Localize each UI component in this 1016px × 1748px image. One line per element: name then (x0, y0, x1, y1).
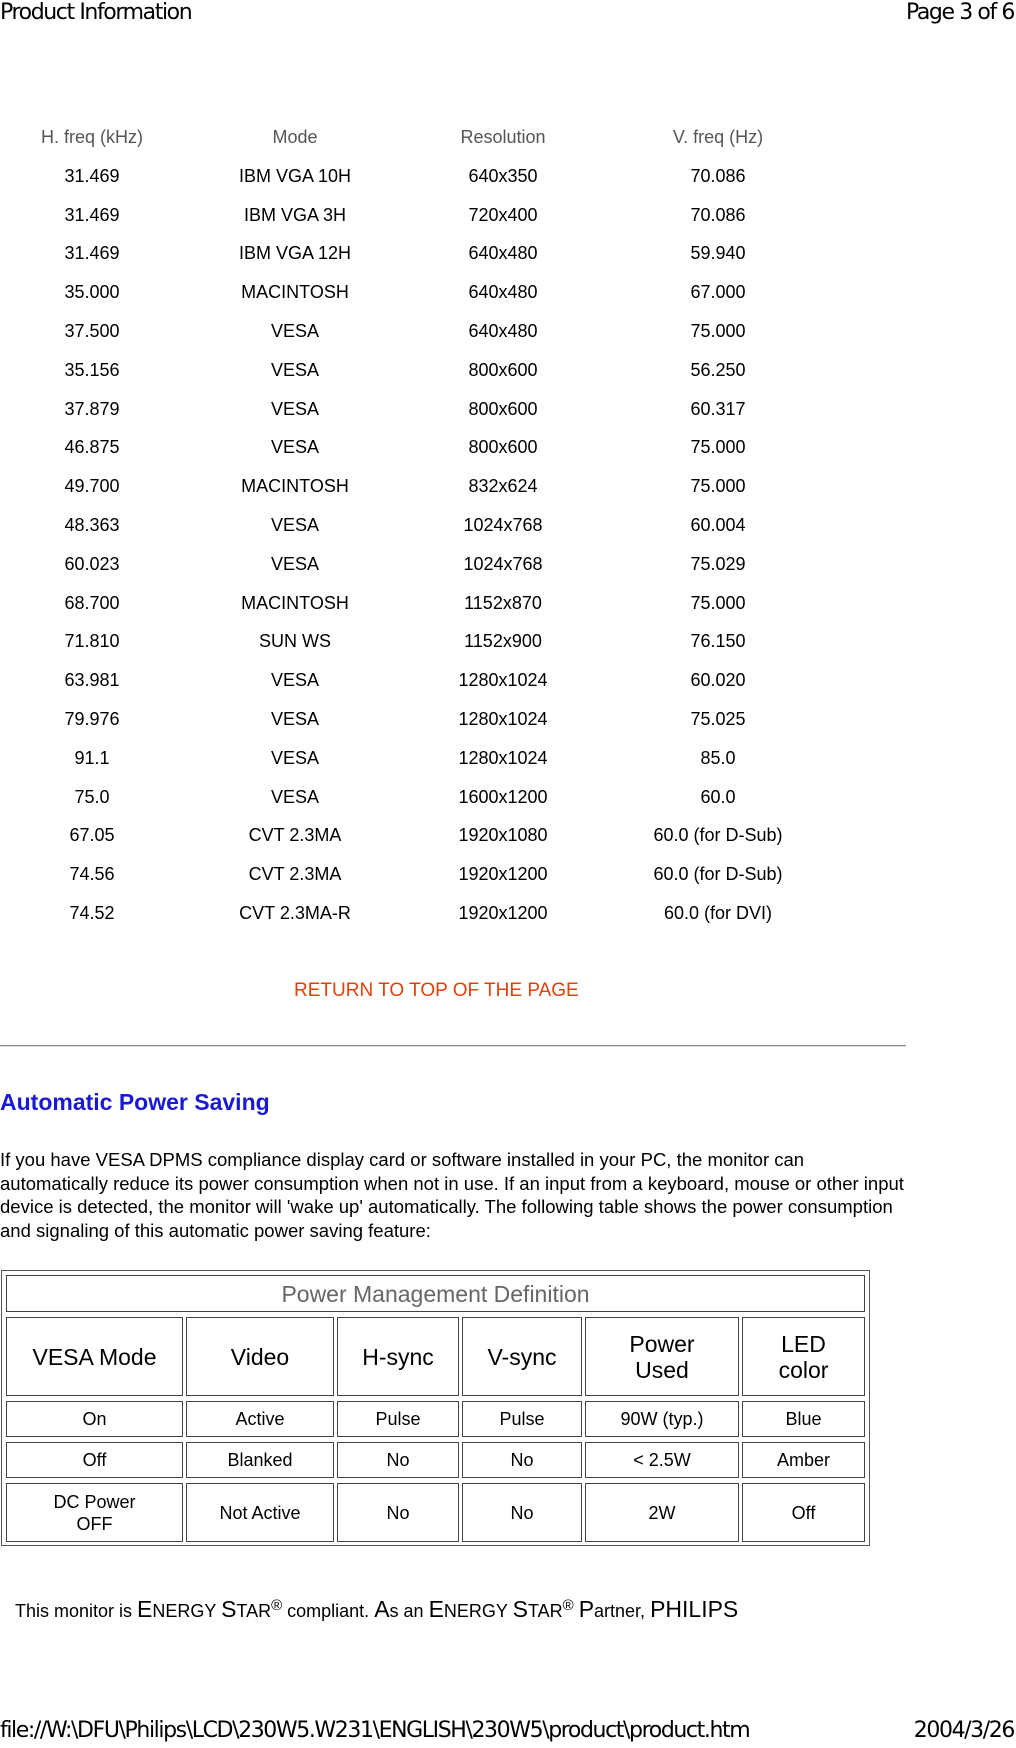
hfreq-cell: 46.875 (64, 437, 120, 458)
table-row (0, 748, 860, 787)
mode-cell: VESA (270, 670, 320, 691)
hfreq-cell: 31.469 (64, 204, 120, 225)
table-row (0, 864, 860, 903)
table-cell: < 2.5W (585, 1442, 739, 1478)
vfreq-cell: 60.0 (for D-Sub) (653, 864, 783, 885)
table-cell: Not Active (186, 1483, 334, 1542)
mode-cell: VESA (270, 437, 320, 458)
resolution-cell: 800x600 (468, 398, 538, 419)
mode-cell: CVT 2.3MA-R (239, 902, 351, 923)
section-title: Automatic Power Saving (0, 1089, 270, 1115)
hfreq-cell: 48.363 (64, 514, 120, 535)
col-header-video: Video (186, 1317, 334, 1396)
brand-name: PHILIPS (650, 1596, 739, 1622)
hfreq-cell: 49.700 (64, 476, 120, 497)
table-cell: 90W (typ.) (585, 1401, 739, 1437)
table-cell: No (462, 1442, 582, 1478)
table-row (0, 282, 860, 321)
mode-cell: MACINTOSH (241, 476, 349, 497)
table-cell: On (6, 1401, 183, 1437)
table-cell: Active (186, 1401, 334, 1437)
horizontal-divider (0, 1045, 906, 1047)
col-header-vesa-mode: VESA Mode (6, 1317, 183, 1396)
mode-cell: VESA (270, 747, 320, 768)
table-row (0, 437, 860, 476)
mode-cell: VESA (270, 398, 320, 419)
hfreq-cell: 35.156 (64, 359, 120, 380)
col-header-led-color: LED color (742, 1317, 865, 1396)
hfreq-cell: 91.1 (74, 747, 110, 768)
vfreq-cell: 75.025 (690, 708, 746, 729)
mode-cell: SUN WS (259, 631, 331, 652)
resolution-cell: 1280x1024 (458, 747, 548, 768)
hfreq-cell: 79.976 (64, 708, 120, 729)
energy-text-s-an: s an (389, 1601, 429, 1621)
hfreq-cell: 35.000 (64, 282, 120, 303)
resolution-cell: 1920x1200 (458, 864, 548, 885)
hfreq-cell: 75.0 (74, 786, 110, 807)
mode-cell: VESA (270, 786, 320, 807)
vfreq-cell: 60.020 (690, 670, 746, 691)
energy-star-statement (15, 1596, 738, 1623)
hfreq-cell: 74.56 (69, 864, 115, 885)
energy-text-e2: E (428, 1596, 444, 1622)
mode-cell: VESA (270, 553, 320, 574)
table-row (0, 399, 860, 438)
col-header-hfreq: H. freq (kHz) (40, 127, 144, 147)
resolution-cell: 1152x900 (464, 631, 542, 652)
table-row (0, 709, 860, 748)
resolution-cell: 720x400 (468, 204, 538, 225)
energy-text-2: compliant. (282, 1601, 375, 1621)
hfreq-cell: 74.52 (69, 902, 115, 923)
mode-cell: IBM VGA 12H (238, 243, 352, 264)
resolution-cell: 1920x1200 (458, 902, 548, 923)
mode-cell: MACINTOSH (241, 282, 349, 303)
energy-text-p: P (578, 1596, 595, 1622)
resolution-cell: 1024x768 (463, 514, 543, 535)
table-cell: No (337, 1483, 459, 1542)
vfreq-cell: 70.086 (690, 165, 746, 186)
resolution-cell: 1600x1200 (458, 786, 548, 807)
mode-cell: VESA (270, 320, 320, 341)
table-row (0, 476, 860, 515)
hfreq-cell: 68.700 (64, 592, 120, 613)
mode-cell: VESA (270, 359, 320, 380)
resolution-cell: 832x624 (468, 476, 538, 497)
energy-text-tar1: TAR (236, 1601, 272, 1621)
table-cell: Pulse (462, 1401, 582, 1437)
mode-cell: CVT 2.3MA (248, 864, 342, 885)
registered-mark: ® (271, 1597, 283, 1614)
registered-mark: ® (562, 1597, 574, 1614)
energy-text-s1: S (221, 1596, 237, 1622)
hfreq-cell: 63.981 (64, 670, 120, 691)
mode-cell: MACINTOSH (241, 592, 349, 613)
table-cell: Blanked (186, 1442, 334, 1478)
resolution-cell: 640x480 (468, 243, 538, 264)
table-cell: Amber (742, 1442, 865, 1478)
table-row (0, 554, 860, 593)
hfreq-cell: 71.810 (64, 631, 120, 652)
energy-text-1: This monitor is (15, 1601, 138, 1621)
vfreq-cell: 60.0 (for DVI) (663, 902, 773, 923)
table-caption: Power Management Definition (6, 1275, 865, 1312)
hfreq-cell: 67.05 (69, 825, 115, 846)
mode-cell: IBM VGA 10H (238, 165, 352, 186)
vfreq-cell: 85.0 (700, 747, 736, 768)
table-cell: Off (742, 1483, 865, 1542)
table-row (0, 515, 860, 554)
table-row (0, 360, 860, 399)
mode-cell: IBM VGA 3H (243, 204, 347, 225)
vfreq-cell: 60.0 (700, 786, 736, 807)
header-title: Product Information (0, 0, 192, 25)
table-cell: DC Power OFF (6, 1483, 183, 1542)
mode-cell: CVT 2.3MA (248, 825, 342, 846)
power-saving-description: If you have VESA DPMS compliance display card or software installed in your PC, the monitor can automatically reduce its power consumption when not in use. If an input from a keyboard, mouse or other input device is detected, the monitor will 'wake up' automatically. The following table shows the power consumption and signaling of this automatic power saving feature: (0, 1149, 904, 1241)
vfreq-cell: 56.250 (690, 359, 746, 380)
table-cell: No (337, 1442, 459, 1478)
col-header-vsync: V-sync (462, 1317, 582, 1396)
mode-cell: VESA (270, 514, 320, 535)
mode-cell: VESA (270, 708, 320, 729)
resolution-cell: 640x480 (468, 320, 538, 341)
footer-date: 2004/3/26 (913, 1718, 1014, 1743)
resolution-cell: 1280x1024 (458, 708, 548, 729)
table-cell: Blue (742, 1401, 865, 1437)
resolution-cell: 1920x1080 (458, 825, 548, 846)
resolution-cell: 1280x1024 (458, 670, 548, 691)
table-cell: Pulse (337, 1401, 459, 1437)
table-row (0, 903, 860, 942)
page-footer (0, 1718, 1016, 1746)
page-header (0, 0, 1016, 28)
vfreq-cell: 60.004 (690, 514, 746, 535)
resolution-cell: 1152x870 (464, 592, 542, 613)
vfreq-cell: 59.940 (690, 243, 746, 264)
vfreq-cell: 60.317 (690, 398, 746, 419)
hfreq-cell: 31.469 (64, 165, 120, 186)
resolution-cell: 800x600 (468, 359, 538, 380)
table-cell: 2W (585, 1483, 739, 1542)
timing-table (0, 127, 860, 942)
energy-text-as: A (374, 1596, 390, 1622)
vfreq-cell: 75.000 (690, 320, 746, 341)
table-row (0, 243, 860, 282)
timing-table-header (0, 127, 860, 166)
resolution-cell: 1024x768 (463, 553, 543, 574)
table-row (0, 670, 860, 709)
col-header-power-used: Power Used (585, 1317, 739, 1396)
return-to-top-link[interactable]: RETURN TO TOP OF THE PAGE (294, 980, 579, 1001)
vfreq-cell: 67.000 (690, 282, 746, 303)
col-header-resolution: Resolution (460, 127, 546, 147)
table-row (0, 321, 860, 360)
table-cell: Off (6, 1442, 183, 1478)
vfreq-cell: 76.150 (690, 631, 746, 652)
table-cell: No (462, 1483, 582, 1542)
vfreq-cell: 75.000 (690, 437, 746, 458)
energy-text-nergy1: NERGY (152, 1601, 222, 1621)
vfreq-cell: 75.029 (690, 553, 746, 574)
resolution-cell: 800x600 (468, 437, 538, 458)
energy-text-e1: E (137, 1596, 153, 1622)
energy-text-s2: S (512, 1596, 528, 1622)
vfreq-cell: 70.086 (690, 204, 746, 225)
footer-file-path: file://W:\DFU\Philips\LCD\230W5.W231\ENGLISH\230W5\product\product.htm (0, 1718, 750, 1743)
energy-text-nergy2: NERGY (443, 1601, 513, 1621)
hfreq-cell: 31.469 (64, 243, 120, 264)
table-row (0, 593, 860, 632)
col-header-hsync: H-sync (337, 1317, 459, 1396)
energy-text-artner: artner, (594, 1601, 651, 1621)
table-row (0, 166, 860, 205)
resolution-cell: 640x480 (468, 282, 538, 303)
table-row (0, 787, 860, 826)
vfreq-cell: 60.0 (for D-Sub) (653, 825, 783, 846)
energy-text-tar2: TAR (527, 1601, 563, 1621)
resolution-cell: 640x350 (468, 165, 538, 186)
vfreq-cell: 75.000 (690, 476, 746, 497)
table-row (0, 825, 860, 864)
power-management-table (1, 1270, 870, 1546)
hfreq-cell: 37.500 (64, 320, 120, 341)
hfreq-cell: 37.879 (64, 398, 120, 419)
table-row (0, 205, 860, 244)
vfreq-cell: 75.000 (690, 592, 746, 613)
hfreq-cell: 60.023 (64, 553, 120, 574)
col-header-mode: Mode (272, 127, 318, 147)
table-row (0, 631, 860, 670)
col-header-vfreq: V. freq (Hz) (672, 127, 764, 147)
header-page-number: Page 3 of 6 (905, 0, 1014, 25)
